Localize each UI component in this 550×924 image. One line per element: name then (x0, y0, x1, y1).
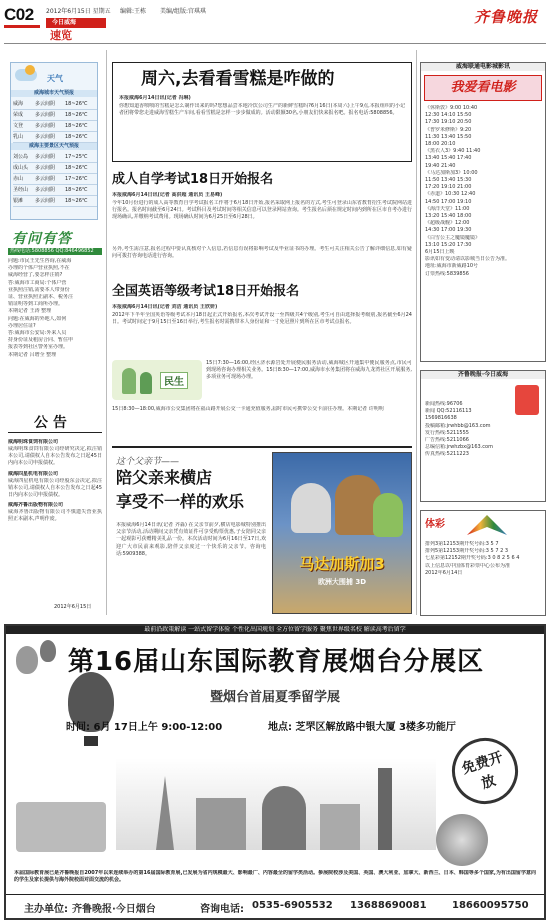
sun-icon (25, 65, 35, 75)
weather-temp: 18~26℃ (65, 187, 88, 193)
lead-byline: 本报威海6月14日讯(记者 冯琳) (119, 95, 191, 101)
notice-list (8, 436, 102, 524)
newsroom-lines (425, 401, 543, 459)
weather-city: 成山头 (13, 165, 29, 171)
weather-city: 圣经山 (13, 187, 29, 193)
weather-city: 刘公岛 (13, 154, 29, 160)
qa-title: 有问有答 (12, 231, 72, 247)
newsroom-line: 总编信箱:jrwhzbx@163.com (425, 444, 493, 451)
qa-line: 证、营业执照正副本、税务注 (8, 294, 74, 301)
cinema-line: 17:20 19:10 21:00 (425, 184, 472, 191)
weather-desc: 多云间阴 (35, 134, 56, 140)
qa-line: 问题:在威海的外地人,如何 (8, 315, 67, 322)
balloon-basket (84, 736, 98, 746)
weather-row (13, 121, 97, 132)
expo-place: 地点: 芝罘区解放路中银大厦 3楼多功能厅 (268, 722, 456, 733)
lead-headline: 周六,去看看雪糕是咋做的 (141, 69, 335, 89)
tower-shape (156, 776, 174, 850)
weather-desc: 多云间阴 (35, 101, 56, 107)
weather-city: 荣成 (13, 112, 24, 118)
expo-top-strip: 最前沿政策解读 一站式留学体验 个性化出国规划 全方位留学服务 聚焦世界级名校 解读高考后留学 (6, 626, 544, 634)
notice-company: 威海四星机电有限公司 (8, 470, 59, 477)
notice-text: 威海齐鲁出版物有限公司不慎遗失营业执照正本副本,声明作废。 (8, 509, 102, 523)
weather-desc: 多云间阴 (35, 112, 56, 118)
notice-text: 威海四星机电有限公司经股东会决定,拟注销本公司,请债权人自本公告发布之日起45日内向本公司申报债权。 (8, 477, 102, 499)
globe-graphic (436, 814, 488, 866)
qa-body (8, 258, 102, 359)
newsroom-line: 发行热线:5211555 (425, 429, 469, 436)
cinema-line: 《赤道》10:30 12:40 (425, 191, 476, 198)
section-name: 今日威海 (52, 19, 77, 26)
subsection-title: 速览 (50, 29, 72, 42)
expo-title: 第16届山东国际教育展烟台分展区 (67, 647, 485, 677)
promo-label: 民生 (160, 372, 188, 389)
lottery-header: 体彩 (425, 519, 445, 530)
cinema-banner (424, 75, 542, 101)
person-icon (122, 368, 136, 394)
poster-subtitle: 欧洲大围捕 3D (317, 578, 367, 586)
weather-row (13, 163, 97, 174)
cinema-line: 《马达加斯加3》10:00 (425, 169, 478, 176)
cinema-line: 17:30 19:10 20:50 (425, 119, 472, 126)
page-header (0, 0, 550, 44)
editor: 编辑:王栋 (120, 8, 147, 15)
person-icon (140, 372, 152, 394)
expo-time: 时间: 6月 17日上午 9:00-12:00 (66, 722, 223, 733)
lead-story (112, 62, 412, 162)
movie-body: 本报威海6月14日讯(记者 齐淼) 在父亲节前夕,横店电影城特别推出父亲节活动,活动期间父亲凭有效证件可享受购票优惠,子女陪同父亲一起观影可获赠精美礼品一份。本次活动时间为6月16日至17日,欢迎广大市民前来观影,陪伴父亲度过一个快乐的父亲节。咨询电话:5909388。 (116, 522, 266, 557)
weather-table-city (13, 99, 97, 143)
cinema-ad (420, 62, 546, 362)
weather-desc: 多云间阴 (35, 198, 56, 204)
cinema-line: 13:10 15:20 17:30 (425, 241, 472, 248)
education-expo-ad (4, 624, 546, 920)
qa-hotline: 热线电话:5808856 QQ:846496852 (8, 248, 102, 255)
cinema-banner-text: 我爱看电影 (450, 80, 516, 95)
notice-company: 威海明珠食饲有限公司 (8, 439, 59, 445)
qa-line: 问题:市民王先生咨询,在威海 (8, 258, 72, 264)
weather-box (10, 62, 98, 220)
host-name: 齐鲁晚报·今日烟台 (72, 904, 156, 915)
qa-line: 本期记者 王涛 整理 (8, 308, 52, 315)
lottery-line: 以上信息以中国体育彩票中心公布为准 (425, 562, 511, 569)
notice-text: 威海明珠食饲有限公司经研究决定,拟注销本公司,请债权人自本公告发布之日起45日内向本公司申报债权。 (8, 446, 102, 467)
books-graphic (16, 802, 106, 852)
cinema-line: 11:30 13:40 15:50 (425, 133, 472, 140)
movie-rule (112, 446, 412, 448)
page-code-underline (4, 25, 40, 28)
article2-headline: 全国英语等级考试18日开始报名 (112, 284, 300, 299)
weather-temp: 17~26℃ (65, 176, 88, 182)
article-english-exam (112, 284, 412, 354)
article2-body: 2012年下半年全国英语等级考试本月18日起正式开始报名,本次考试开设一至四级共4个级别,考生可自由选择报考级别,报名截至6月24日。考试时间定于9月15日至16日举行,考生报名时需携带本人身份证和一寸免冠照片到所在区市考试点报名。 (112, 312, 412, 326)
weather-desc: 多云间阴 (35, 187, 56, 193)
cinema-line: 14:30 17:00 19:30 (425, 227, 472, 234)
movie-feature (112, 446, 412, 618)
header-rule (4, 43, 546, 44)
weather-city: 文登 (13, 123, 24, 129)
clock-tower-shape (378, 768, 392, 850)
weather-city: 威海 (13, 101, 24, 107)
weather-title: 天气 (47, 74, 63, 83)
qa-line: 办理的个体户营业执照,不在 (8, 265, 70, 272)
cinema-ad-header: 威海联通电影城影讯 (421, 63, 545, 71)
weather-subtitle: 威海城市天气预报 (11, 90, 97, 97)
cinema-line: 14:50 17:00 19:10 (425, 198, 472, 205)
free-stamp-text: 免费开放 (460, 749, 505, 793)
weather-row (13, 196, 97, 207)
newsroom-line: 新闻热线:96706 (425, 401, 463, 407)
article1-body: 今年10月份进行的成人高等教育自学考试报名工作将于6月18日开始,报名采取网上报名的方式,考生可登录山东省教育招生考试院网站进行报名。报名时间截至6月24日。考试科目及考试时间等相关信息可以登录网站查询。考生报名后须在规定时间内到所在区市自考办进行现场确认,并缴纳考试费用。现场确认时间为6月25日至6月28日。 (112, 200, 412, 221)
newsroom-line: 广告热线:5211066 (425, 437, 469, 444)
weather-row (13, 174, 97, 185)
qa-line: 办理居住证? (8, 322, 36, 329)
newsroom-line: 投稿邮箱:jrwhbb@163.com (425, 422, 491, 429)
cinema-line: 影讯如有变动请以影城当日公告为准。 (425, 256, 511, 263)
cinema-line: 12:30 14:10 15:50 (425, 112, 472, 119)
newsroom-ad (420, 370, 546, 502)
cinema-line: 地址:威海市新威路10号 (425, 263, 479, 270)
cinema-line: 11:50 13:40 15:30 (425, 177, 472, 184)
weather-temp: 18~26℃ (65, 123, 88, 129)
expo-subtitle: 暨烟台首届夏季留学展 (209, 690, 340, 705)
qa-box (8, 228, 104, 403)
weather-desc: 多云间阴 (35, 165, 56, 171)
phone-2: 13688690081 (350, 900, 427, 911)
col-divider-left (106, 50, 107, 615)
weather-temp: 17~25℃ (65, 154, 88, 160)
promo-body-2: 15日8:30—18:00,威海市公交集团将在福山路开展公交一卡通充值服务,届时市民可携带公交卡前往办理。本期记者 许明明 (112, 406, 384, 412)
notice-rule (8, 432, 102, 433)
qa-line: 答:威海市工商局:个体户营 (8, 279, 67, 286)
cinema-line: 13:20 15:40 18:00 (425, 213, 472, 220)
qa-line: 威海经营了,要怎样注销? (8, 272, 63, 279)
qa-line: 销证明等到工商所办理。 (8, 301, 64, 308)
weather-row (13, 99, 97, 110)
poster-animals (373, 493, 403, 537)
promo-block (112, 360, 412, 438)
notice-date: 2012年6月15日 (54, 604, 92, 610)
building-shape (196, 798, 246, 850)
cinema-line: 《海洋天堂》11:00 (425, 205, 470, 212)
phone-3: 18660095750 (452, 900, 529, 911)
weather-temp: 18~26℃ (65, 198, 88, 204)
qa-line: 本期记者 吕增全 整理 (8, 351, 57, 358)
designer: 美编/组版:宫琪琪 (160, 8, 207, 15)
poster-title: 马达加斯加3 (299, 555, 385, 573)
cinema-line: 《普罗米修斯》9:20 (425, 126, 472, 133)
cinema-line: 18:00 20:10 (425, 141, 456, 148)
expo-rule (6, 894, 544, 895)
dome-shape (262, 786, 306, 850)
date-line: 2012年6月15日 星期五 (46, 8, 111, 15)
weather-city: 乳山 (13, 134, 24, 140)
movie-kicker: 这个父亲节—— (116, 457, 180, 467)
lottery-logo (467, 515, 507, 535)
cinema-line: 订票热线:5839856 (425, 270, 469, 277)
qa-line: 报表等到社区警务室办理。 (8, 344, 69, 351)
weather-row (13, 132, 97, 143)
promo-body: 15日7:30—16:00,经区济水源岩处开展便民服务活动,威海城区开通集中便民服务点,市民可到现场咨询办理相关业务。15日8:30—17:00,威海市水务集团将在威海九龙湾社区开展服务,多项业务可现场办理。 (206, 360, 412, 381)
newsroom-line: 1569816638 (425, 415, 457, 422)
weather-row (13, 152, 97, 163)
lottery-box (420, 510, 546, 616)
balloon-icon (16, 646, 38, 674)
article1-byline: 本报威海6月14日讯(记者 高洪超 通讯员 王易峰) (112, 192, 223, 198)
page-code: C02 (4, 5, 34, 24)
poster-animals (291, 483, 331, 533)
weather-row (13, 110, 97, 121)
weather-temp: 18~26℃ (65, 101, 88, 107)
movie-title-1: 陪父亲来横店 (116, 468, 213, 487)
section-tag (46, 18, 106, 28)
article1-headline: 成人自学考试18日开始报名 (112, 172, 274, 187)
qa-line: 答:威海市公安局:外来人员 (8, 330, 67, 337)
consult-label: 咨询电话: (200, 904, 244, 915)
weather-city: 银滩 (13, 198, 24, 204)
lottery-line: 排列5第12153期开奖号码:3 5 7 2 3 (425, 548, 509, 555)
weather-desc: 多云间阴 (35, 123, 56, 129)
building-shape (320, 804, 360, 850)
article-self-study (112, 172, 412, 292)
brand-logo: 齐鲁晚报 (474, 8, 539, 26)
cinema-schedule (425, 105, 543, 278)
newsroom-header: 齐鲁晚报·今日威海 (421, 371, 545, 379)
notice-company: 威海齐鲁出版物有限公司 (8, 502, 64, 509)
weather-desc: 多云间阴 (35, 176, 56, 182)
notice-title: 公 告 (34, 415, 67, 431)
qa-line: 持身份证及租房合同、暂住申 (8, 337, 74, 344)
host-label: 主办单位: (24, 904, 68, 915)
newsroom-line: 新闻 QQ:52116113 (425, 408, 472, 415)
weather-temp: 18~26℃ (65, 165, 88, 171)
notice-box (8, 412, 104, 617)
movie-poster (272, 452, 412, 614)
weather-table-scenic (13, 152, 97, 207)
qa-line: 业执照注销,需要本人带身份 (8, 286, 70, 293)
lottery-line: 七星彩第12152期开奖号码:3 0 8 2 5 6 4 (425, 555, 520, 562)
free-stamp (443, 729, 526, 812)
lead-body: 你想知道香喷喷的雪糕是怎么制作出来的吗?您想品尝本地冷饮公司生产的新鲜雪糕吗?6月16日(本周六)上午9点,本报组织的小记者团将带您走进威海雪糕生产车间,看看雪糕是怎样一步步做成的。活动限额30名,小朋友们快来报名吧。报名电话:5808856。 (119, 103, 405, 117)
newsroom-line: 传真热线:5211223 (425, 451, 469, 458)
weather-row (13, 185, 97, 196)
cinema-line: 13:40 15:40 17:40 (425, 155, 472, 162)
city-skyline (116, 758, 436, 850)
phone-1: 0535-6905532 (252, 900, 333, 911)
lottery-line: 2012年6月14日 (425, 569, 463, 576)
cinema-line: 《黑衣人3》9:40 11:40 (425, 148, 481, 155)
article2-byline: 本报威海6月14日讯(记者 刘洁 通讯员 王欣妍) (112, 304, 218, 310)
cinema-line: 《白雪公主之魔镜魔镜》 (425, 234, 481, 241)
cinema-line: 6月15日上映 (425, 249, 455, 256)
weather-desc: 多云间阴 (35, 154, 56, 160)
cinema-line: 《超级战舰》12:00 (425, 220, 470, 227)
weather-subtitle-scenic: 威海主要景区天气预报 (11, 143, 97, 150)
cinema-line: 19:40 21:40 (425, 162, 456, 169)
expo-description: 本届国际教育展已是齐鲁晚报自2007年以来连续举办的第16届国际教育展,已发展为省内规模最大、影响最广、内容最全的留学类活动。参展院校涉及美国、英国、澳大利亚、加拿大、新西兰、日本、韩国等多个国家,为有出国留学意向的学生及家长提供与海外院校面对面交流的机会。 (14, 870, 536, 884)
weather-temp: 18~26℃ (65, 112, 88, 118)
weather-temp: 18~26℃ (65, 134, 88, 140)
lottery-line: 排列3第12153期开奖号码:3 5 7 (425, 541, 499, 547)
movie-title-2: 享受不一样的欢乐 (116, 492, 245, 511)
cinema-line: 《休斯敦》9:00 10:40 (425, 105, 478, 111)
lottery-lines (425, 541, 543, 577)
col-divider-right (416, 50, 417, 615)
article1-body-2: 另外,考生需注意,报名过程中要认真核对个人信息,若信息有误将影响考试及毕业证书的办理。考生可关注相关公告了解详细信息,如有疑问可拨打咨询电话进行咨询。 (112, 246, 412, 260)
weather-city: 赤山 (13, 176, 24, 182)
